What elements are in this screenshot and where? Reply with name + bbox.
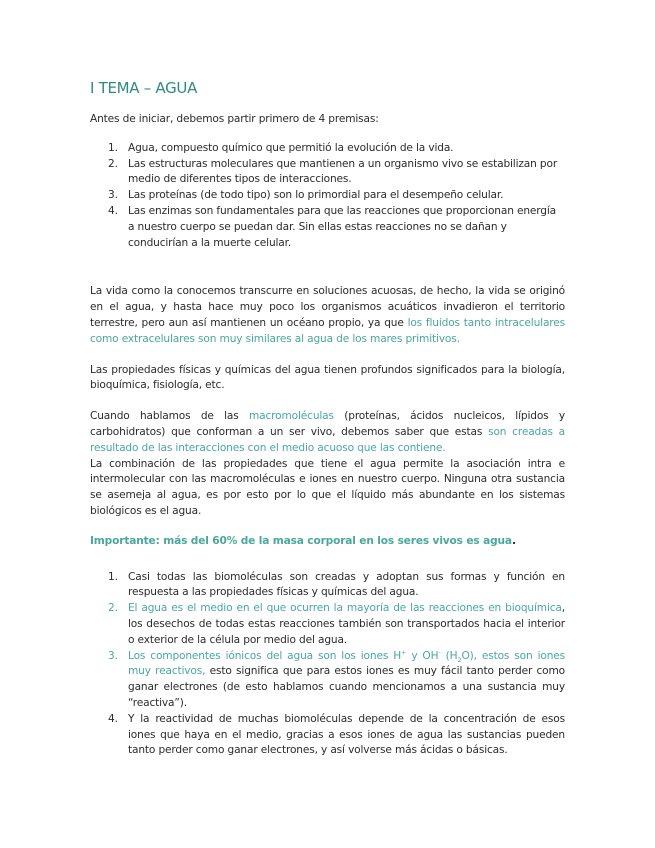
paragraph-life-in-water: La vida como la conocemos transcurre en soluciones acuosas, de hecho, la vida se originó en el agua, y hasta hace muy poco los organismos acuáticos invadieron el territorio terrestre, pero aun así mantienen un océano propio, ya que los fluidos tanto intracelulares como extracelulares son muy similares al agua de los mares primitivos.	[90, 285, 565, 345]
highlight-text: son creadas a resultado de las interacciones con el medio acuoso que las contiene.	[90, 425, 565, 454]
paragraph-properties: Las propiedades físicas y químicas del agua tienen profundos significados para la biología, bioquímica, fisiología, etc.	[90, 363, 565, 392]
document-page	[90, 78, 565, 759]
list-item: 4. Y la reactividad de muchas biomoléculas depende de la concentración de esos iones que haya en el medio, gracias a esos iones de agua las sustancias pueden tanto perder como ganar electrones, y así volverse más ácidas o básicas.	[108, 712, 565, 757]
list-item: 3. Los componentes iónicos del agua son los iones H+ y OH- $(H_2O)$, estos son iones muy reactivos, esto significa que para estos iones es muy fácil tanto perder como ganar electrones (de esto hablamos cuando mencionamos a una sustancia muy “reactiva”).	[108, 647, 566, 709]
list-item: 4. Las enzimas son fundamentales para que las reacciones que proporcionan energía a nuestro cuerpo se puedan dar. Sin ellas estas reacciones no se dañan y conducirían a la muerte celular.	[108, 204, 557, 249]
list-item: 2. Las estructuras moleculares que mantienen a un organismo vivo se estabilizan por medio de diferentes tipos de interacciones.	[108, 157, 558, 186]
paragraph-combination: La combinación de las propiedades que tiene el agua permite la asociación intra e intermolecular con las macromoléculas e iones en nuestro cuerpo. Ninguna otra sustancia se asemeja al agua, es por esto por lo que el líquido más abundante en los sistemas biológicos es el agua.	[90, 457, 565, 517]
water-facts-list	[108, 570, 566, 760]
highlight-text: los fluidos tanto intracelulares como extracelulares son muy similares al agua de los mares primitivos.	[90, 316, 565, 345]
important-note: Importante: más del 60% de la masa corporal en los seres vivos es agua.	[90, 534, 516, 547]
paragraph-macromolecules: Cuando hablamos de las macromoléculas (proteínas, ácidos nucleicos, lípidos y carbohidratos) que conforman a un ser vivo, debemos saber que estas son creadas a resultado de las interacciones con el medio acuoso que las contiene.	[90, 410, 565, 454]
list-item: 1. Casi todas las biomoléculas son creadas y adoptan sus formas y función en respuesta a las propiedades físicas y químicas del agua.	[108, 570, 565, 599]
list-item: 3. Las proteínas (de todo tipo) son lo primordial para el desempeño celular.	[108, 189, 504, 202]
list-item: 2. El agua es el medio en el que ocurren la mayoría de las reacciones en bioquímica, los desechos de todas estas reacciones también son transportados hacia el interior o exterior de la célula por medio del agua.	[108, 602, 565, 646]
highlight-text: macromoléculas	[249, 410, 334, 423]
premises-list	[108, 141, 565, 252]
intro-text: Antes de iniciar, debemos partir primero de 4 premisas:	[90, 113, 379, 125]
page-title: I TEMA – AGUA	[90, 79, 198, 97]
list-item: 1. Agua, compuesto químico que permitió la evolución de la vida.	[108, 141, 454, 154]
